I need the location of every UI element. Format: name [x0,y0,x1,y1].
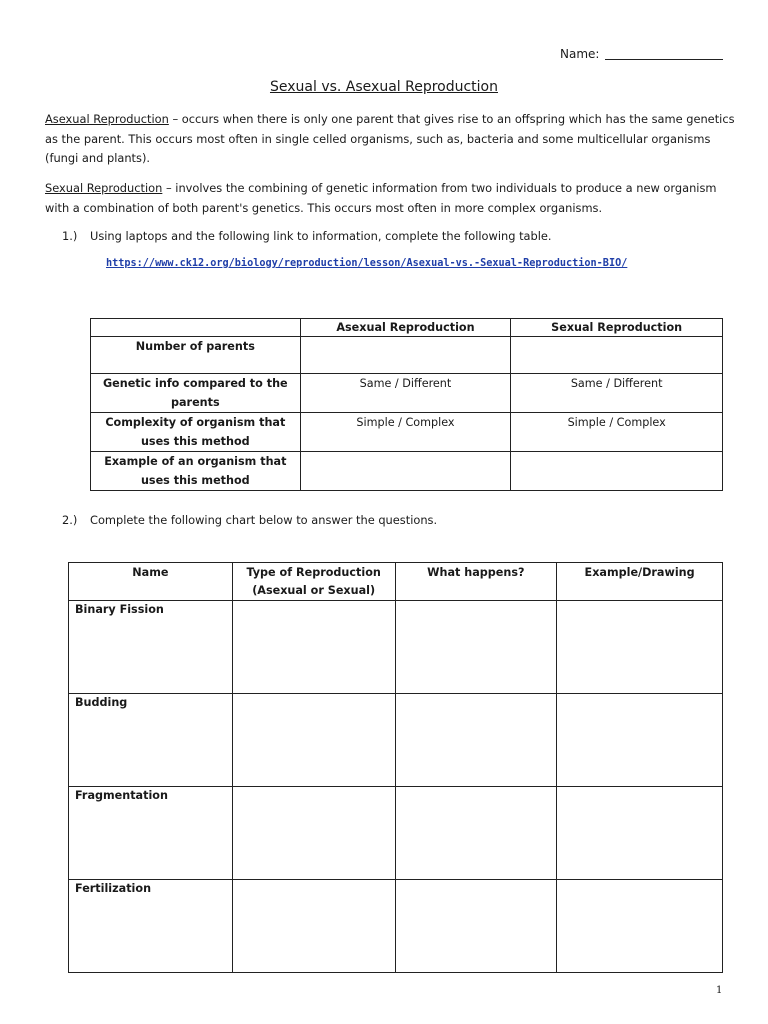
chart-header-example: Example/Drawing [557,563,723,601]
answer-cell-example[interactable] [557,880,723,973]
answer-cell-asexual-parents[interactable] [300,337,511,374]
row-label-budding: Budding [69,694,233,787]
answer-cell-type[interactable] [232,787,395,880]
question-2 [62,513,437,527]
table-row [91,452,723,491]
row-label-fertilization: Fertilization [69,880,233,973]
comparison-header-asexual: Asexual Reproduction [300,319,511,337]
table-row [91,374,723,413]
comparison-header-sexual: Sexual Reproduction [511,319,723,337]
table-row [91,337,723,374]
answer-cell-what-happens[interactable] [395,880,557,973]
question-1 [62,229,552,243]
choice-cell-sexual-genetic[interactable]: Same / Different [511,374,723,413]
answer-cell-what-happens[interactable] [395,787,557,880]
comparison-table-header [91,319,723,337]
table-row [69,601,723,694]
ck12-link[interactable]: https://www.ck12.org/biology/reproduction/lesson/Asexual-vs.-Sexual-Reproduction-BIO/ [106,258,628,269]
chart-header-row [69,563,723,601]
table-row [69,787,723,880]
answer-cell-type[interactable] [232,880,395,973]
table-row [69,880,723,973]
chart-header-what-happens: What happens? [395,563,557,601]
answer-cell-asexual-example[interactable] [300,452,511,491]
page-title [0,79,768,95]
question-1-number: 1.) [62,229,78,243]
asexual-definition-text: – occurs when there is only one parent that gives rise to an offspring which has the same genetics as the parent. This occurs most often in single celled organisms, such as, bacteria and some multicellular organisms (fungi and plants). [45,112,735,165]
row-label-parents: Number of parents [91,337,301,374]
comparison-header-blank [91,319,301,337]
reproduction-chart [68,562,723,973]
answer-cell-sexual-parents[interactable] [511,337,723,374]
chart-header-name: Name [69,563,233,601]
question-2-text: Complete the following chart below to answer the questions. [90,513,438,527]
answer-cell-example[interactable] [557,601,723,694]
answer-cell-type[interactable] [232,601,395,694]
comparison-table [90,318,723,491]
row-label-genetic-info: Genetic info compared to the parents [91,374,301,413]
title-text: Sexual vs. Asexual Reproduction [269,79,498,95]
chart-header-type: Type of Reproduction (Asexual or Sexual) [232,563,395,601]
asexual-definition [45,110,735,169]
question-1-text: Using laptops and the following link to information, complete the following table. [90,229,552,243]
row-label-fragmentation: Fragmentation [69,787,233,880]
choice-cell-sexual-complexity[interactable]: Simple / Complex [511,413,723,452]
answer-cell-example[interactable] [557,694,723,787]
row-label-binary-fission: Binary Fission [69,601,233,694]
question-2-number: 2.) [62,513,78,527]
row-label-complexity: Complexity of organism that uses this method [91,413,301,452]
name-label: Name: [560,47,600,61]
choice-cell-asexual-genetic[interactable]: Same / Different [300,374,511,413]
sexual-definition-text: – involves the combining of genetic information from two individuals to produce a new organism with a combination of both parent's genetics. This occurs most often in more complex organisms. [45,181,717,215]
choice-cell-asexual-complexity[interactable]: Simple / Complex [300,413,511,452]
sexual-term: Sexual Reproduction [45,181,163,195]
answer-cell-what-happens[interactable] [395,694,557,787]
answer-cell-sexual-example[interactable] [511,452,723,491]
table-row [69,694,723,787]
asexual-term: Asexual Reproduction [45,112,169,126]
table-row [91,413,723,452]
name-blank-line[interactable] [605,59,723,60]
name-field[interactable] [560,47,723,61]
page-number: 1 [716,985,723,996]
sexual-definition [45,179,735,218]
row-label-example: Example of an organism that uses this method [91,452,301,491]
answer-cell-what-happens[interactable] [395,601,557,694]
answer-cell-example[interactable] [557,787,723,880]
answer-cell-type[interactable] [232,694,395,787]
